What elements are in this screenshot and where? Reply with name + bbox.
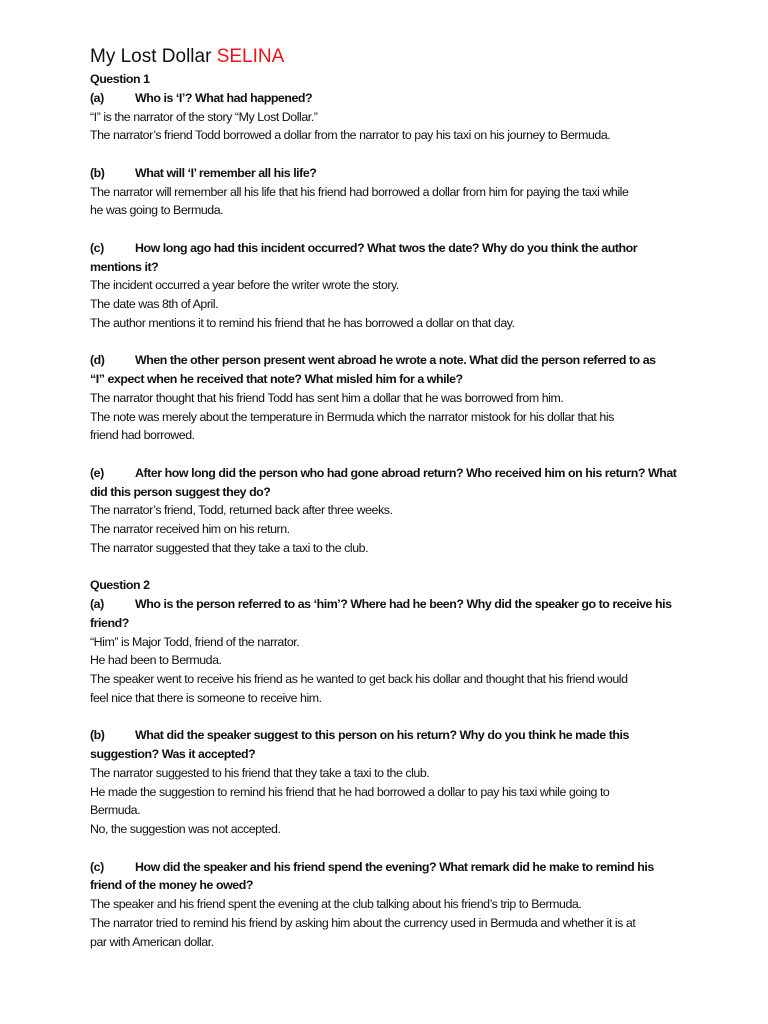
question-line [90, 876, 720, 895]
answer-line: The incident occurred a year before the writer wrote the story. [90, 278, 399, 293]
answer-line: The narrator suggested that they take a taxi to the club. [90, 540, 369, 555]
blank-line [90, 708, 720, 727]
answer-line: No, the suggestion was not accepted. [90, 822, 281, 836]
section-heading: Question 1 [90, 72, 150, 86]
answer-line: The speaker and his friend spent the evening at the club talking about his friend’s trip to Bermuda. [90, 897, 582, 911]
answer-line: The author mentions it to remind his friend that he has borrowed a dollar on that day. [90, 315, 515, 330]
question-line [90, 614, 720, 633]
answer-line: The note was merely about the temperature in Bermuda which the narrator mistook for his dollar that his [90, 409, 614, 424]
question-item [90, 726, 720, 839]
question-text: friend? [90, 615, 129, 630]
blank-line [90, 445, 720, 464]
question-text: friend of the money he owed? [90, 878, 253, 893]
question-section [90, 576, 720, 951]
question-text: What will ‘I’ remember all his life? [135, 165, 317, 180]
answer-line: “Him” is Major Todd, friend of the narrator. [90, 634, 300, 649]
question-text: “I” expect when he received that note? What misled him for a while? [90, 372, 463, 386]
answer-line: par with American dollar. [90, 934, 214, 949]
answer-line: The narrator suggested to his friend that they take a taxi to the club. [90, 765, 430, 780]
question-line [90, 858, 720, 877]
answer-line: The speaker went to receive his friend as he wanted to get back his dollar and thought that his friend would [90, 672, 628, 686]
question-line [90, 258, 720, 277]
question-line [90, 726, 720, 745]
answer-line: Bermuda. [90, 803, 141, 818]
question-line [90, 164, 720, 183]
question-item [90, 858, 720, 952]
blank-line [90, 839, 720, 858]
question-line [90, 370, 720, 389]
answer-line: friend had borrowed. [90, 428, 195, 443]
document-page [90, 44, 720, 951]
question-text: What did the speaker suggest to this person on his return? Why do you think he made this [135, 728, 629, 743]
answer-line: “I” is the narrator of the story “My Lost Dollar.” [90, 109, 318, 124]
blank-line [90, 145, 720, 164]
blank-line [90, 220, 720, 239]
question-label: (d) [90, 353, 105, 368]
question-text: did this person suggest they do? [90, 484, 271, 499]
question-label: (b) [90, 728, 105, 743]
answer-line: The narrator will remember all his life that his friend had borrowed a dollar from him for paying the taxi while [90, 184, 629, 199]
question-item [90, 595, 720, 708]
answer-line: The narrator’s friend Todd borrowed a dollar from the narrator to pay his taxi on his journey to Bermuda. [90, 128, 611, 143]
question-line [90, 89, 720, 108]
question-line [90, 745, 720, 764]
question-item [90, 164, 720, 220]
question-text: How long ago had this incident occurred? What twos the date? Why do you think the author [135, 240, 638, 255]
document-title [90, 44, 720, 70]
answer-line: He had been to Bermuda. [90, 653, 222, 668]
question-label: (b) [90, 165, 105, 180]
question-item [90, 464, 720, 558]
question-text: How did the speaker and his friend spend the evening? What remark did he make to remind his [135, 859, 654, 874]
answer-line: The date was 8th of April. [90, 297, 219, 311]
question-text: When the other person present went abroad he wrote a note. What did the person referred to as [135, 353, 656, 368]
question-item [90, 239, 720, 333]
question-text: suggestion? Was it accepted? [90, 747, 256, 761]
answer-line: he was going to Bermuda. [90, 203, 224, 218]
question-line [90, 483, 720, 502]
question-line [90, 464, 720, 483]
question-text: Who is ‘I’? What had happened? [135, 90, 313, 105]
question-label: (c) [90, 240, 104, 255]
question-text: Who is the person referred to as ‘him’? Where had he been? Why did the speaker go to receive his [135, 597, 672, 611]
question-label: (a) [90, 597, 104, 611]
answer-line: He made the suggestion to remind his friend that he had borrowed a dollar to pay his taxi while going to [90, 784, 610, 799]
section-heading: Question 2 [90, 578, 150, 593]
title-text: My Lost Dollar [90, 46, 212, 67]
answer-line: The narrator thought that his friend Todd has sent him a dollar that he was borrowed from him. [90, 390, 564, 405]
answer-line: The narrator received him on his return. [90, 522, 290, 536]
question-label: (a) [90, 90, 104, 105]
title-name-highlight: SELINA [216, 46, 285, 67]
question-line [90, 351, 720, 370]
question-text: mentions it? [90, 259, 159, 274]
question-line [90, 595, 720, 614]
question-item [90, 89, 720, 145]
question-label: (e) [90, 465, 104, 480]
question-section [90, 70, 720, 558]
blank-line [90, 558, 720, 577]
question-line [90, 239, 720, 258]
answer-line: feel nice that there is someone to receive him. [90, 690, 322, 705]
question-label: (c) [90, 859, 104, 874]
answer-line: The narrator tried to remind his friend by asking him about the currency used in Bermuda and whether it is at [90, 915, 636, 930]
question-item [90, 351, 720, 445]
blank-line [90, 333, 720, 352]
answer-line: The narrator’s friend, Todd, returned back after three weeks. [90, 503, 393, 518]
question-text: After how long did the person who had gone abroad return? Who received him on his return? What [135, 465, 677, 480]
